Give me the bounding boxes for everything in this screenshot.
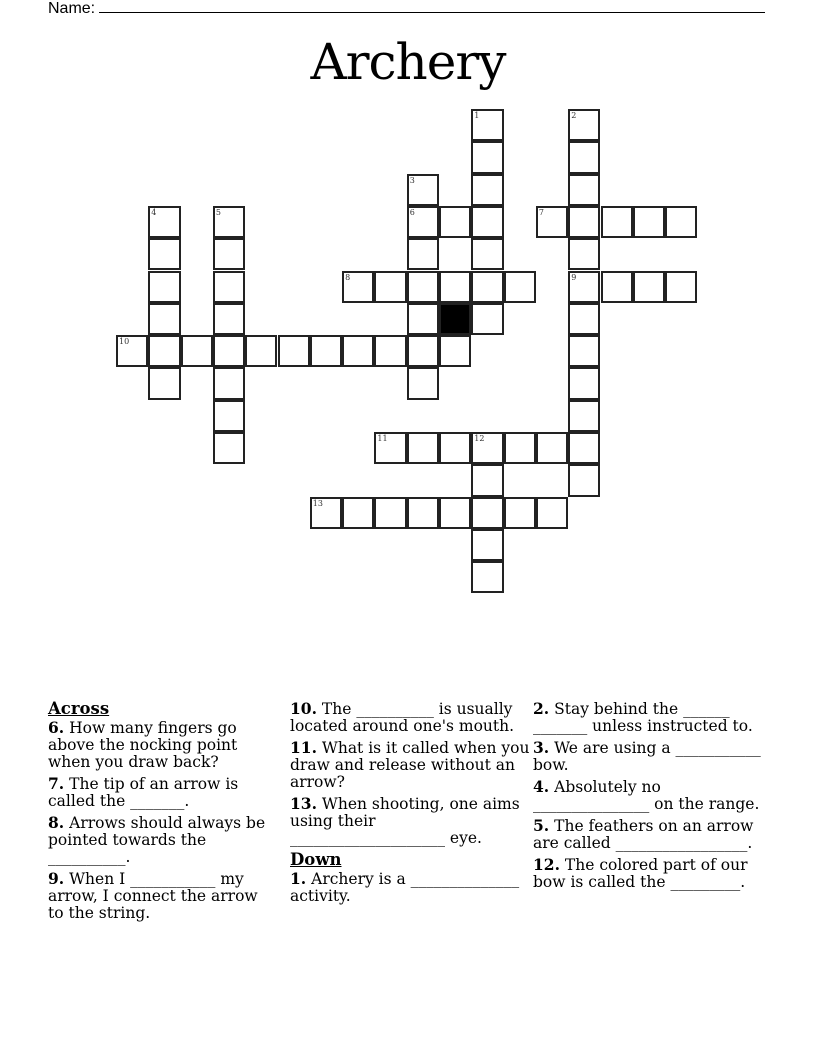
clue-number-label: 4 <box>151 207 157 217</box>
grid-cell[interactable] <box>407 303 439 335</box>
grid-cell[interactable] <box>278 335 310 367</box>
clue-number: 13. <box>290 794 317 813</box>
grid-cell[interactable] <box>407 497 439 529</box>
grid-cell[interactable] <box>665 271 697 303</box>
grid-cell[interactable] <box>504 497 536 529</box>
grid-cell[interactable] <box>213 400 245 432</box>
grid-cell[interactable] <box>213 238 245 270</box>
name-field[interactable] <box>48 0 765 18</box>
grid-cell[interactable] <box>439 335 471 367</box>
grid-cell[interactable] <box>568 206 600 238</box>
grid-cell[interactable] <box>568 367 600 399</box>
clue-number: 12. <box>533 855 560 874</box>
clues-column-1 <box>48 700 278 926</box>
grid-cell[interactable] <box>471 174 503 206</box>
grid-cell[interactable] <box>407 335 439 367</box>
grid-cell[interactable] <box>568 109 600 141</box>
clue-text: Absolutely no _______________ on the range. <box>533 778 760 813</box>
clue-across-10 <box>290 700 530 735</box>
grid-cell[interactable] <box>439 206 471 238</box>
clue-number-label: 5 <box>215 207 221 217</box>
clue-number-label: 8 <box>345 272 351 282</box>
clue-down-1 <box>290 870 530 905</box>
clue-number-label: 7 <box>538 207 544 217</box>
grid-cell[interactable] <box>407 206 439 238</box>
grid-cell[interactable] <box>439 497 471 529</box>
grid-cell[interactable] <box>471 497 503 529</box>
grid-cell[interactable] <box>568 335 600 367</box>
grid-cell[interactable] <box>471 206 503 238</box>
clues-column-2 <box>290 700 530 909</box>
clue-number-label: 3 <box>409 175 415 185</box>
grid-cell[interactable] <box>116 335 148 367</box>
grid-cell[interactable] <box>407 432 439 464</box>
grid-cell[interactable] <box>374 432 406 464</box>
grid-cell[interactable] <box>374 335 406 367</box>
grid-cell[interactable] <box>342 497 374 529</box>
down-heading: Down <box>290 850 342 869</box>
grid-cell[interactable] <box>213 206 245 238</box>
clue-number: 5. <box>533 816 550 835</box>
grid-cell[interactable] <box>407 174 439 206</box>
grid-cell[interactable] <box>213 271 245 303</box>
clue-text: The feathers on an arrow are called _________________. <box>533 817 754 852</box>
grid-block-cell <box>439 303 471 335</box>
clue-text: The __________ is usually located around one's mouth. <box>290 700 515 735</box>
grid-cell[interactable] <box>310 497 342 529</box>
grid-cell[interactable] <box>310 335 342 367</box>
grid-cell[interactable] <box>504 432 536 464</box>
grid-cell[interactable] <box>148 206 180 238</box>
clue-across-11 <box>290 739 530 791</box>
clue-text: When I ___________ my arrow, I connect the arrow to the string. <box>48 870 258 922</box>
clue-text: Stay behind the ______ _______ unless instructed to. <box>533 700 753 735</box>
clue-text: The tip of an arrow is called the _______. <box>48 775 239 810</box>
clue-across-6 <box>48 719 278 771</box>
clue-number-label: 10 <box>119 337 130 347</box>
grid-cell[interactable] <box>568 271 600 303</box>
grid-cell[interactable] <box>148 271 180 303</box>
clue-text: Archery is a ______________ activity. <box>290 870 520 905</box>
grid-cell[interactable] <box>504 271 536 303</box>
grid-cell[interactable] <box>633 271 665 303</box>
grid-cell[interactable] <box>213 367 245 399</box>
clue-text: Arrows should always be pointed towards the __________. <box>48 814 266 866</box>
grid-cell[interactable] <box>471 271 503 303</box>
clue-down-4 <box>533 778 778 813</box>
clue-number: 7. <box>48 774 65 793</box>
clue-number-label: 1 <box>474 111 480 120</box>
grid-cell[interactable] <box>471 561 503 593</box>
clue-text: How many fingers go above the nocking point when you draw back? <box>48 719 238 771</box>
grid-cell[interactable] <box>439 271 471 303</box>
clue-text: When shooting, one aims using their ____________________ eye. <box>290 795 520 847</box>
grid-cell[interactable] <box>568 141 600 173</box>
grid-cell[interactable] <box>342 271 374 303</box>
clue-down-2 <box>533 700 778 735</box>
name-label: Name: <box>48 0 96 17</box>
clue-down-5 <box>533 817 778 852</box>
grid-cell[interactable] <box>148 367 180 399</box>
clue-down-3 <box>533 739 778 774</box>
clue-across-7 <box>48 775 278 810</box>
grid-cell[interactable] <box>568 400 600 432</box>
clue-number-label: 11 <box>377 434 388 443</box>
grid-cell[interactable] <box>568 432 600 464</box>
grid-cell[interactable] <box>471 303 503 335</box>
clue-number: 8. <box>48 813 65 832</box>
clue-number: 4. <box>533 777 550 796</box>
clue-number-label: 6 <box>409 207 415 217</box>
grid-cell[interactable] <box>536 432 568 464</box>
grid-cell[interactable] <box>374 497 406 529</box>
grid-cell[interactable] <box>471 238 503 270</box>
grid-cell[interactable] <box>213 335 245 367</box>
grid-cell[interactable] <box>601 206 633 238</box>
clue-number: 11. <box>290 738 317 757</box>
clue-number-label: 9 <box>571 272 577 282</box>
clue-across-13 <box>290 795 530 847</box>
grid-cell[interactable] <box>439 432 471 464</box>
name-underline[interactable] <box>99 0 765 13</box>
grid-cell[interactable] <box>536 497 568 529</box>
clue-text: What is it called when you draw and release without an arrow? <box>290 739 530 791</box>
grid-cell[interactable] <box>148 335 180 367</box>
grid-cell[interactable] <box>471 529 503 561</box>
clue-across-9 <box>48 870 278 922</box>
across-heading: Across <box>48 699 110 718</box>
grid-cell[interactable] <box>568 303 600 335</box>
grid-cell[interactable] <box>245 335 277 367</box>
puzzle-title: Archery <box>310 33 506 91</box>
clue-number: 1. <box>290 869 307 888</box>
grid-cell[interactable] <box>471 141 503 173</box>
grid-cell[interactable] <box>568 238 600 270</box>
clue-down-12 <box>533 856 778 891</box>
clue-number: 9. <box>48 869 65 888</box>
clue-number-label: 13 <box>312 498 323 508</box>
grid-cell[interactable] <box>633 206 665 238</box>
grid-cell[interactable] <box>407 238 439 270</box>
clue-number: 2. <box>533 699 550 718</box>
clue-text: We are using a ___________ bow. <box>533 739 761 774</box>
grid-cell[interactable] <box>148 303 180 335</box>
grid-cell[interactable] <box>471 109 503 141</box>
clue-number: 10. <box>290 699 317 718</box>
grid-cell[interactable] <box>407 271 439 303</box>
grid-cell[interactable] <box>568 174 600 206</box>
clue-number: 6. <box>48 718 65 737</box>
grid-cell[interactable] <box>471 432 503 464</box>
grid-cell[interactable] <box>568 464 600 496</box>
grid-cell[interactable] <box>536 206 568 238</box>
grid-cell[interactable] <box>471 464 503 496</box>
clue-number-label: 2 <box>571 111 577 120</box>
grid-cell[interactable] <box>601 271 633 303</box>
grid-cell[interactable] <box>665 206 697 238</box>
grid-cell[interactable] <box>213 432 245 464</box>
grid-cell[interactable] <box>374 271 406 303</box>
clue-text: The colored part of our bow is called the _________. <box>533 856 748 891</box>
clue-number: 3. <box>533 738 550 757</box>
grid-cell[interactable] <box>407 367 439 399</box>
clue-across-8 <box>48 814 278 866</box>
grid-cell[interactable] <box>342 335 374 367</box>
clues-column-3 <box>533 700 778 895</box>
grid-cell[interactable] <box>181 335 213 367</box>
grid-cell[interactable] <box>213 303 245 335</box>
grid-cell[interactable] <box>148 238 180 270</box>
clue-number-label: 12 <box>474 434 485 443</box>
